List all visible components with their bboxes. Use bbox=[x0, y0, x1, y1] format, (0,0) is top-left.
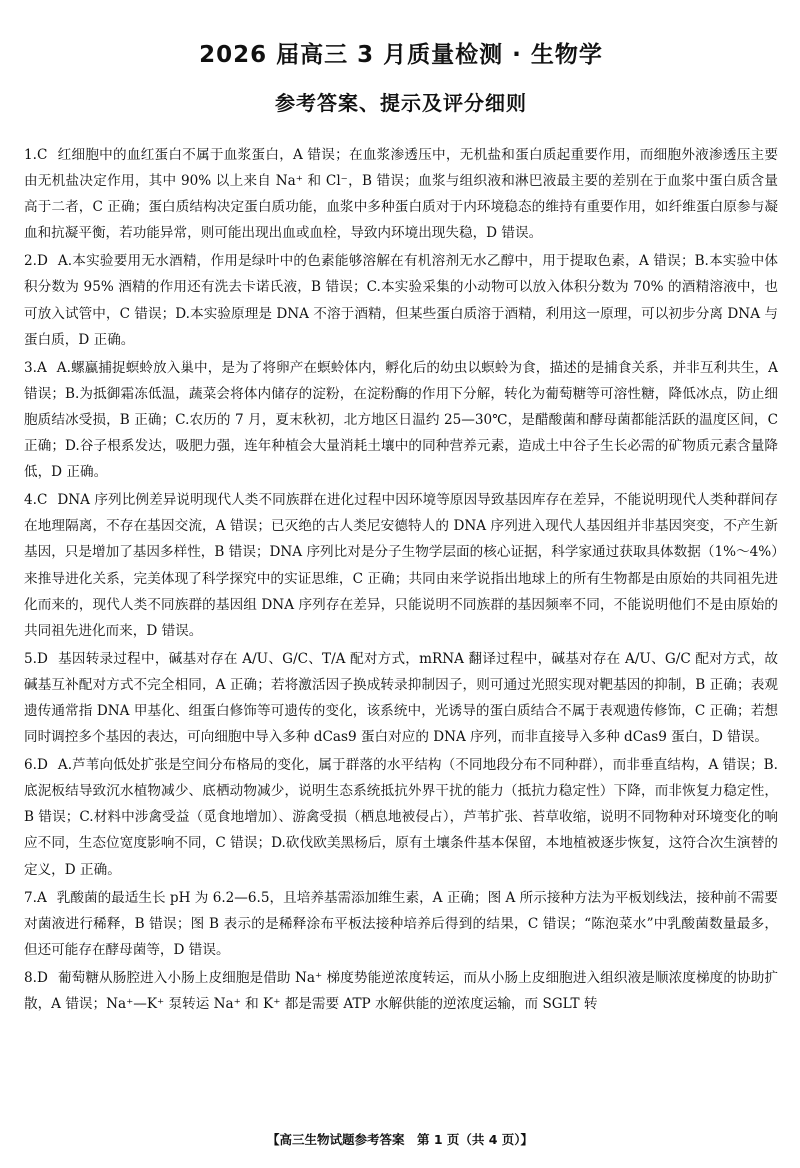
answer-item-3 bbox=[24, 355, 778, 485]
answer-number: 7.A bbox=[24, 889, 47, 906]
answer-item-7 bbox=[24, 885, 778, 963]
answer-number: 8.D bbox=[24, 969, 48, 986]
answer-explanation: 乳酸菌的最适生长 pH 为 6.2—6.5，且培养基需添加维生素，A 正确；图 A 所示接种方法为平板划线法，接种前不需要对菌液进行稀释，B 错误；图 B 表示的是稀释涂布平板法接种培养后得到的结果，C 错误；“陈泡菜水”中乳酸菌数量最多，但还可能存在酵母菌等，D 错误。 bbox=[24, 889, 778, 958]
page-footer: 【高三生物试题参考答案 第 1 页（共 4 页）】 bbox=[266, 1132, 534, 1147]
answer-item-8 bbox=[24, 965, 778, 1017]
answer-number: 2.D bbox=[24, 253, 48, 270]
document-subtitle: 参考答案、提示及评分细则 bbox=[275, 91, 527, 115]
answer-item-2 bbox=[24, 248, 778, 352]
answer-explanation: A.本实验要用无水酒精，作用是绿叶中的色素能够溶解在有机溶剂无水乙醇中，用于提取色素，A 错误；B.本实验中体积分数为 95% 酒精的作用还有洗去卡诺氏液，B 错误；C.本实验采集的小动物可以放入体积分数为 70% 的酒精溶液中，也可放入试管中，C 错误；D.本实验原理是 DNA 不溶于酒精，但某些蛋白质溶于酒精，利用这一原理，可以初步分离 DNA 与蛋白质，D 正确。 bbox=[24, 253, 778, 348]
answer-list bbox=[24, 142, 778, 1017]
answer-explanation: A.芦苇向低处扩张是空间分布格局的变化，属于群落的水平结构（不同地段分布不同种群），而非垂直结构，A 错误；B.底泥板结导致沉水植物减少、底栖动物减少，说明生态系统抵抗外界干扰的能力（抵抗力稳定性）下降，而非恢复力稳定性，B 错误；C.材料中涉禽受益（觅食地增加）、游禽受损（栖息地被侵占），芦苇扩张、苔草收缩，说明不同物种对环境变化的响应不同，生态位宽度影响不同，C 错误；D.砍伐欧美黑杨后，原有土壤条件基本保留，本地植被逐步恢复，这符合次生演替的定义，D 正确。 bbox=[24, 757, 778, 878]
answer-explanation: 基因转录过程中，碱基对存在 A/U、G/C、T/A 配对方式，mRNA 翻译过程中，碱基对存在 A/U、G/C 配对方式，故碱基互补配对方式不完全相同，A 正确；若将激活因子换成转录抑制因子，则可通过光照实现对靶基因的抑制，B 正确；表观遗传通常指 DNA 甲基化、组蛋白修饰等可遗传的变化，该系统中，光诱导的蛋白质结合不属于表观遗传修饰，C 正确；若想同时调控多个基因的表达，可向细胞中导入多种 dCas9 蛋白对应的 DNA 序列，而非直接导入多种 dCas9 蛋白，D 错误。 bbox=[24, 650, 778, 746]
answer-number: 6.D bbox=[24, 757, 48, 774]
answer-explanation: DNA 序列比例差异说明现代人类不同族群在进化过程中因环境等原因导致基因库存在差异，不能说明现代人类种群间存在地理隔离，不存在基因交流，A 错误；已灭绝的古人类尼安德特人的 DNA 序列进入现代人基因组并非基因突变，不产生新基因，只是增加了基因多样性，B 错误；DNA 序列比对是分子生物学层面的核心证据，科学家通过获取具体数据（1%～4%）来推导进化关系，完美体现了科学探究中的实证思维，C 正确；共同由来学说指出地球上的所有生物都是由原始的共同祖先进化而来的，现代人类不同族群的基因组 DNA 序列存在差异，只能说明不同族群的基因频率不同，不能说明他们不是由原始的共同祖先进化而来，D 错误。 bbox=[24, 492, 778, 639]
document-page bbox=[0, 36, 800, 1168]
document-title: 2026 届高三 3 月质量检测 · 生物学 bbox=[199, 42, 603, 68]
answer-number: 5.D bbox=[24, 650, 48, 667]
answer-number: 3.A bbox=[24, 359, 47, 376]
answer-explanation: 红细胞中的血红蛋白不属于血浆蛋白，A 错误；在血浆渗透压中，无机盐和蛋白质起重要作用，而细胞外液渗透压主要由无机盐决定作用，其中 90% 以上来自 Na⁺ 和 Cl⁻，B 错误；血浆与组织液和淋巴液最主要的差别在于血浆中蛋白质含量高于二者，C 正确；蛋白质结构决定蛋白质功能，血浆中多种蛋白质对于内环境稳态的维持有重要作用，如纤维蛋白原参与凝血和抗凝平衡，若功能异常，则可能出现出血或血栓，导致内环境出现失稳，D 错误。 bbox=[24, 147, 778, 242]
answer-explanation: A.螺蠃捕捉螟蛉放入巢中，是为了将卵产在螟蛉体内，孵化后的幼虫以螟蛉为食，描述的是捕食关系，并非互利共生，A 错误；B.为抵御霜冻低温，蔬菜会将体内储存的淀粉，在淀粉酶的作用下分解，转化为葡萄糖等可溶性糖，降低冰点，防止细胞质结冰受损，B 正确；C.农历的 7 月，夏末秋初，北方地区日温约 25—30℃，是醋酸菌和酵母菌都能活跃的温度区间，C 正确；D.谷子根系发达，吸肥力强，连年种植会大量消耗土壤中的同种营养元素，造成土中谷子生长必需的矿物质元素含量降低，D 正确。 bbox=[24, 359, 778, 481]
answer-number: 4.C bbox=[24, 492, 48, 509]
answer-number: 1.C bbox=[24, 147, 48, 163]
answer-item-5 bbox=[24, 646, 778, 750]
answer-explanation: 葡萄糖从肠腔进入小肠上皮细胞是借助 Na⁺ 梯度势能逆浓度转运，而从小肠上皮细胞进入组织液是顺浓度梯度的协助扩散，A 错误；Na⁺—K⁺ 泵转运 Na⁺ 和 K⁺ 都是需要 ATP 水解供能的逆浓度运输，而 SGLT 转 bbox=[24, 969, 778, 1012]
answer-item-1 bbox=[24, 142, 778, 246]
answer-item-4 bbox=[24, 487, 778, 644]
answer-item-6 bbox=[24, 752, 778, 882]
